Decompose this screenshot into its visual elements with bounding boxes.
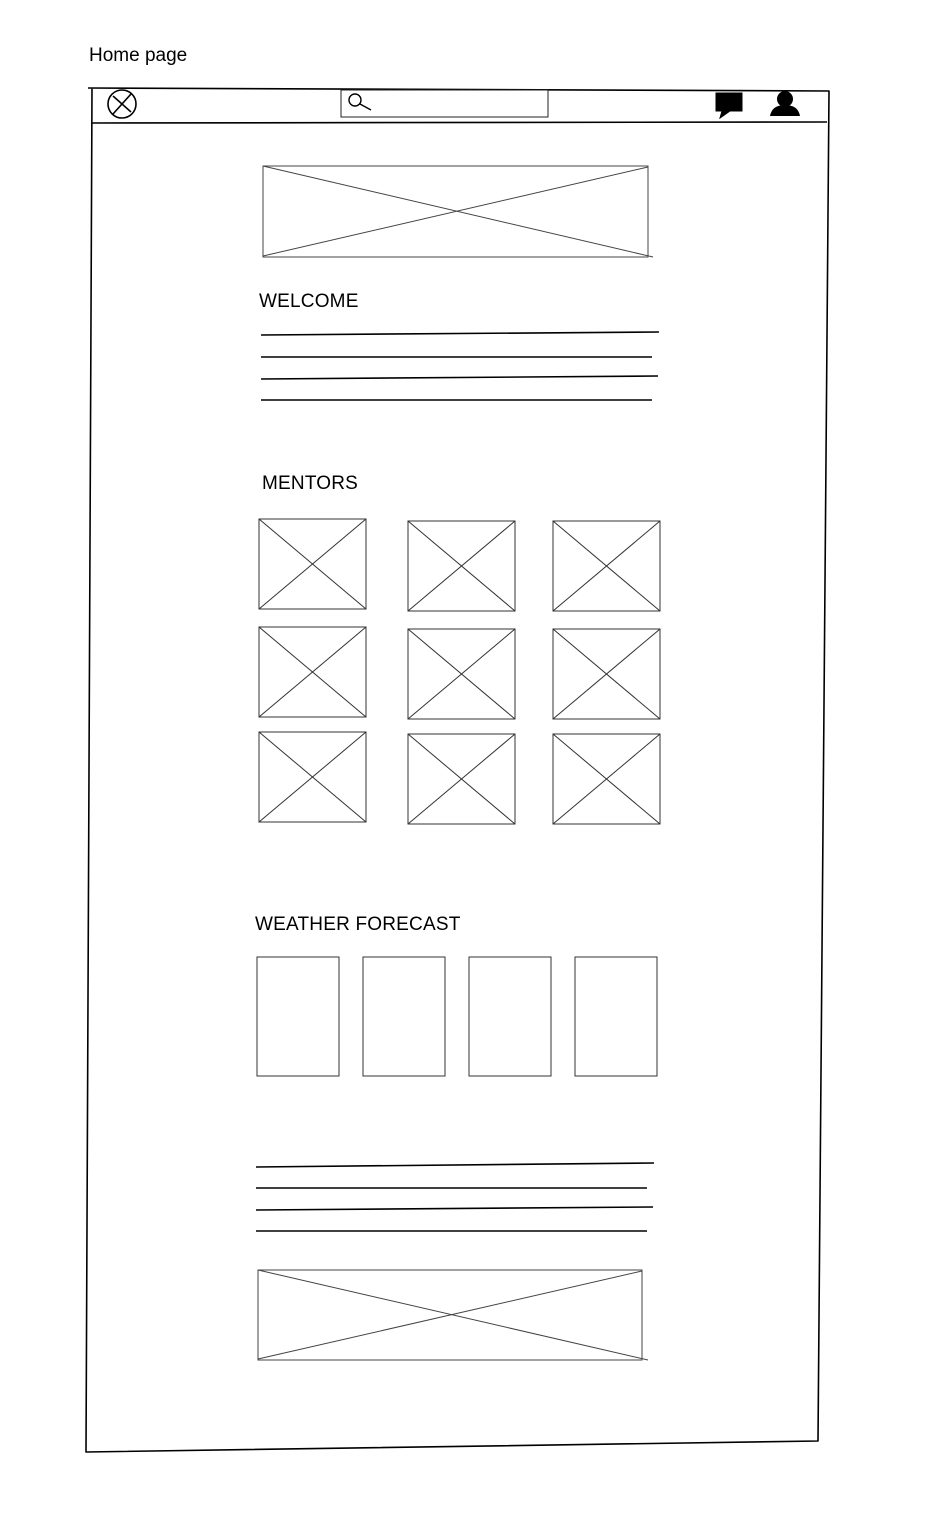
- search-bar[interactable]: [341, 90, 548, 117]
- mentors-heading: MENTORS: [262, 473, 359, 494]
- welcome-text-lines: [261, 332, 659, 400]
- mentor-card[interactable]: [553, 521, 660, 611]
- circle-x-logo-icon[interactable]: [108, 90, 136, 118]
- mentor-card[interactable]: [259, 519, 366, 609]
- user-avatar-icon[interactable]: [770, 91, 800, 116]
- footer-text-lines: [256, 1163, 654, 1231]
- weather-cards: [257, 957, 657, 1076]
- mentor-card[interactable]: [259, 732, 366, 822]
- weather-card[interactable]: [363, 957, 445, 1076]
- weather-card[interactable]: [257, 957, 339, 1076]
- page-title: Home page: [89, 45, 188, 66]
- footer-image-placeholder: [258, 1270, 648, 1360]
- mentor-card[interactable]: [408, 521, 515, 611]
- mentor-card[interactable]: [553, 734, 660, 824]
- welcome-heading: WELCOME: [259, 291, 359, 312]
- weather-card[interactable]: [469, 957, 551, 1076]
- weather-forecast-heading: WEATHER FORECAST: [255, 914, 461, 935]
- hero-image-placeholder: [263, 166, 653, 257]
- weather-card[interactable]: [575, 957, 657, 1076]
- mentor-card[interactable]: [408, 629, 515, 719]
- chat-bubble-icon[interactable]: [716, 93, 742, 118]
- mentor-card[interactable]: [259, 627, 366, 717]
- mentor-card[interactable]: [553, 629, 660, 719]
- mentors-grid: [259, 519, 660, 824]
- mentor-card[interactable]: [408, 734, 515, 824]
- browser-frame: [86, 88, 829, 1452]
